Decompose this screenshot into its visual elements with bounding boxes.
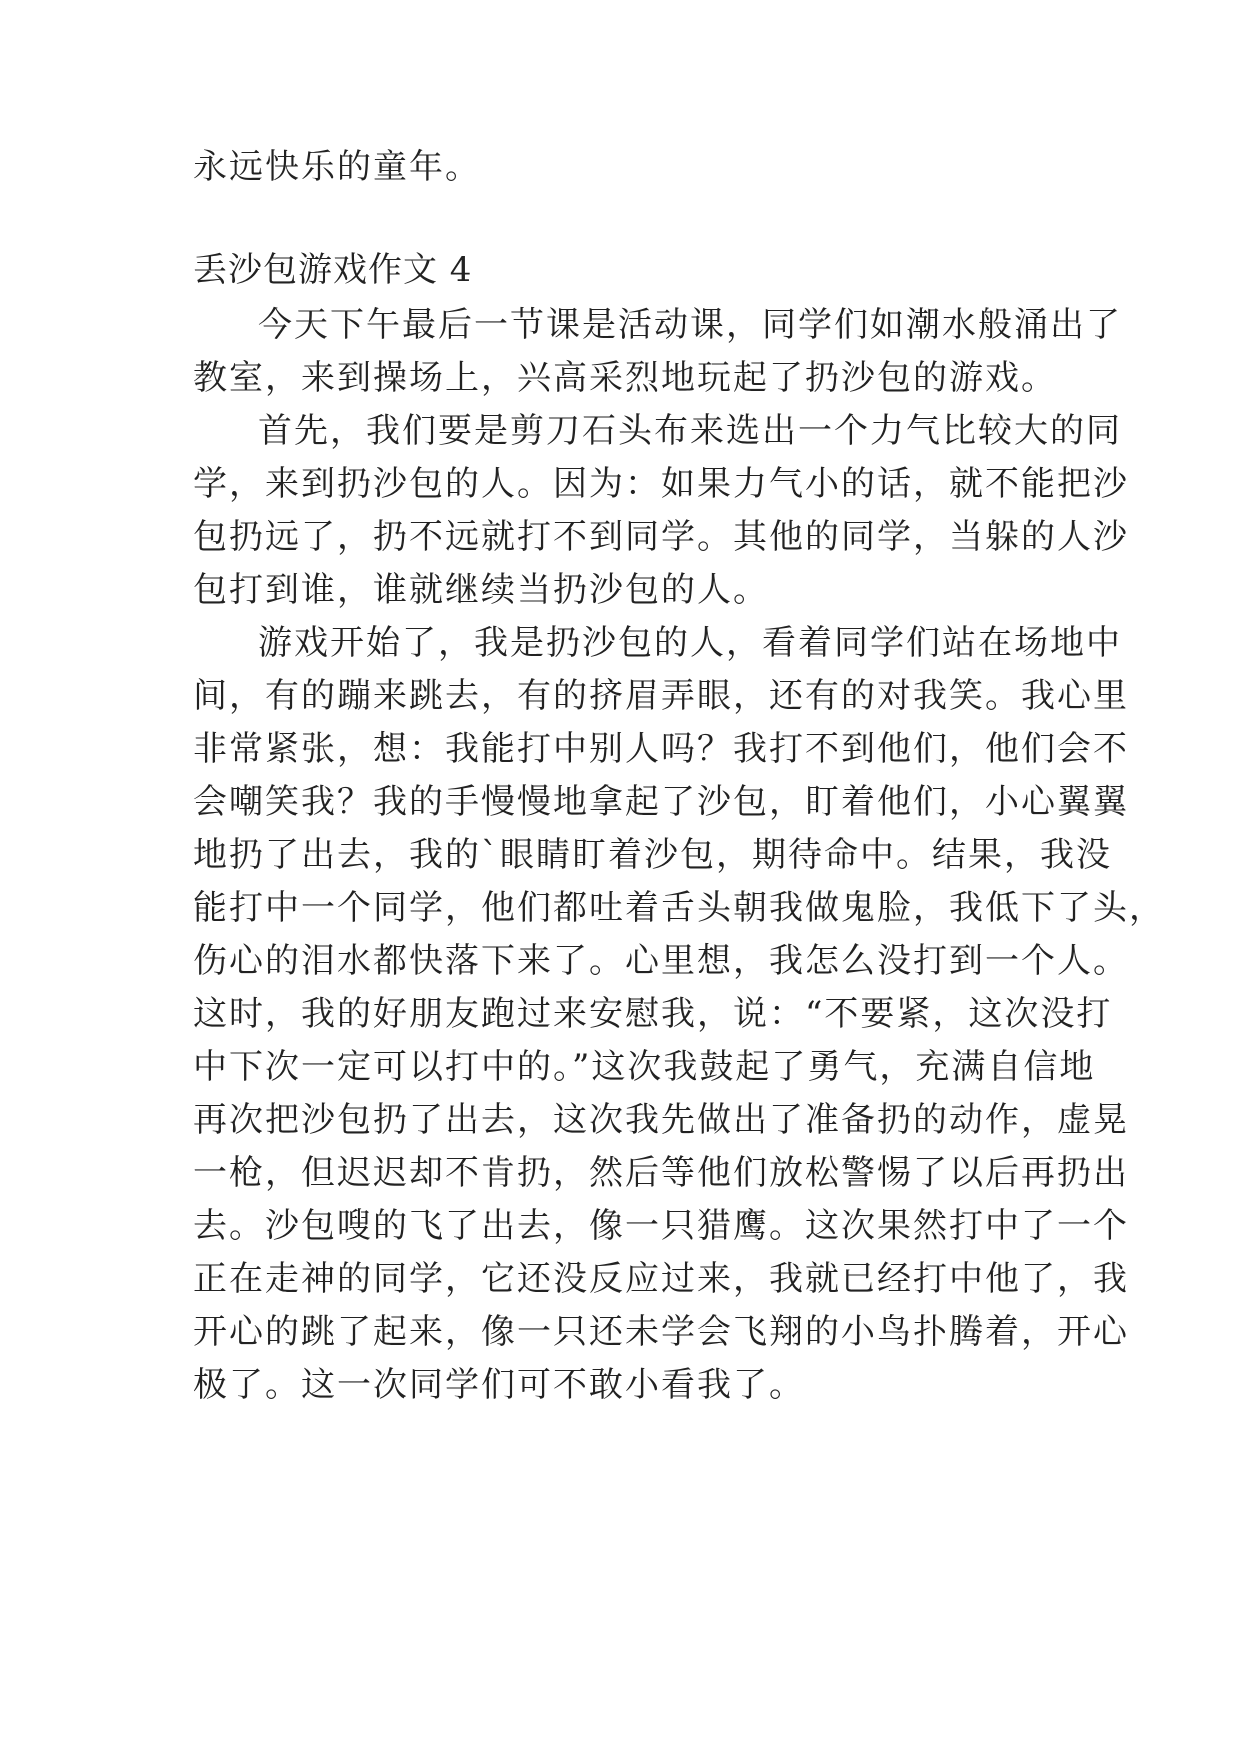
paragraph-line: 今天下午最后一节课是活动课，同学们如潮水般涌出了	[258, 305, 1122, 345]
paragraph-line: 正在走神的同学，它还没反应过来，我就已经打中他了，我	[193, 1259, 1129, 1299]
section-title: 丢沙包游戏作文 4	[193, 250, 473, 290]
paragraph-line: 非常紧张，想：我能打中别人吗？我打不到他们，他们会不	[193, 729, 1129, 769]
paragraph-line: 会嘲笑我？我的手慢慢地拿起了沙包，盯着他们，小心翼翼	[193, 782, 1129, 822]
paragraph-line: 间，有的蹦来跳去，有的挤眉弄眼，还有的对我笑。我心里	[193, 676, 1129, 716]
paragraph-line: 中下次一定可以打中的。”这次我鼓起了勇气，充满自信地	[193, 1047, 1096, 1087]
paragraph-line: 开心的跳了起来，像一只还未学会飞翔的小鸟扑腾着，开心	[193, 1312, 1129, 1352]
paragraph-line: 地扔了出去，我的`眼睛盯着沙包，期待命中。结果，我没	[193, 835, 1112, 875]
paragraph-line: 一枪，但迟迟却不肯扔，然后等他们放松警惕了以后再扔出	[193, 1153, 1129, 1193]
paragraph-line: 伤心的泪水都快落下来了。心里想，我怎么没打到一个人。	[193, 941, 1129, 981]
paragraph-line: 包打到谁，谁就继续当扔沙包的人。	[193, 570, 769, 610]
paragraph-line: 包扔远了，扔不远就打不到同学。其他的同学，当躲的人沙	[193, 517, 1129, 557]
paragraph-line: 这时，我的好朋友跑过来安慰我，说：“不要紧，这次没打	[193, 994, 1113, 1034]
paragraph-line: 再次把沙包扔了出去，这次我先做出了准备扔的动作，虚晃	[193, 1100, 1129, 1140]
paragraph-line: 能打中一个同学，他们都吐着舌头朝我做鬼脸，我低下了头，	[193, 888, 1165, 928]
paragraph-line: 去。沙包嗖的飞了出去，像一只猎鹰。这次果然打中了一个	[193, 1206, 1129, 1246]
paragraph-line: 首先，我们要是剪刀石头布来选出一个力气比较大的同	[258, 411, 1122, 451]
paragraph-line: 学，来到扔沙包的人。因为：如果力气小的话，就不能把沙	[193, 464, 1129, 504]
paragraph-line: 教室，来到操场上，兴高采烈地玩起了扔沙包的游戏。	[193, 358, 1057, 398]
text-line: 永远快乐的童年。	[193, 147, 481, 187]
paragraph-line: 极了。这一次同学们可不敢小看我了。	[193, 1365, 805, 1405]
paragraph-line: 游戏开始了，我是扔沙包的人，看着同学们站在场地中	[258, 623, 1122, 663]
